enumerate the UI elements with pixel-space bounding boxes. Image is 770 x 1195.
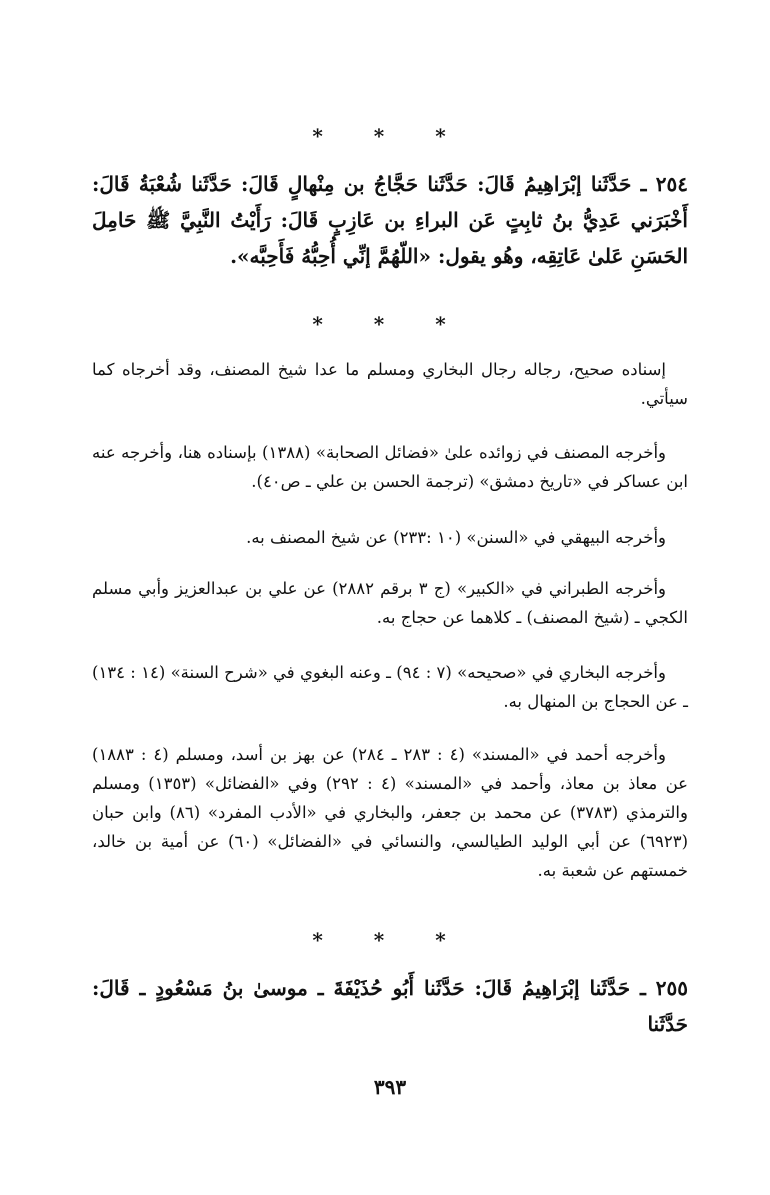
commentary-paragraph: وأخرجه الطبراني في «الكبير» (ج ٣ برقم ٢٨٨٢) عن علي بن عبدالعزيز وأبي مسلم الكجي ـ (شيخ المصنف) ـ كلاهما عن حجاج به.	[92, 579, 688, 627]
commentary-paragraph: وأخرجه البخاري في «صحيحه» (٧ : ٩٤) ـ وعنه البغوي في «شرح السنة» (١٤ : ١٣٤) ـ عن الحجاج بن المنهال به.	[92, 663, 688, 711]
section-separator: * * *	[312, 124, 468, 148]
section-separator: * * *	[312, 312, 468, 336]
hadith-255: ٢٥٥ ـ حَدَّثَنا إبْرَاهِيمُ قَالَ: حَدَّثَنا أَبُو حُذَيْفَةَ ـ موسىٰ بنُ مَسْعُودٍ ـ قَالَ: حَدَّثَنا	[92, 976, 688, 1036]
commentary-paragraph: وأخرجه المصنف في زوائده علىٰ «فضائل الصحابة» (١٣٨٨) بإسناده هنا، وأخرجه عنه ابن عساكر في «تاريخ دمشق» (ترجمة الحسن بن علي ـ ص٤٠).	[92, 443, 688, 491]
page-number: ٣٩٣	[373, 1075, 407, 1099]
book-page	[92, 0, 688, 1195]
commentary-paragraph: إسناده صحيح، رجاله رجال البخاري ومسلم ما عدا شيخ المصنف، وقد أخرجاه كما سيأتي.	[92, 360, 688, 408]
hadith-254: ٢٥٤ ـ حَدَّثَنا إبْرَاهِيمُ قَالَ: حَدَّثَنا حَجَّاجُ بن مِنْهالٍ قَالَ: حَدَّثَنا شُعْبَةُ قَالَ: أَخْبَرَني عَدِيُّ بنُ ثابِتٍ عَن البراءِ بن عَازِبٍ قَالَ: رَأَيْتُ النَّبِيَّ ﷺ حَامِلَ الحَسَنِ عَلىٰ عَاتِقِه، وهُو يقول: «اللّهُمَّ إنِّي أُحِبُّهُ فَأَحِبَّه».	[92, 172, 688, 268]
section-separator: * * *	[312, 928, 468, 952]
commentary-paragraph: وأخرجه أحمد في «المسند» (٤ : ٢٨٣ ـ ٢٨٤) عن بهز بن أسد، ومسلم (٤ : ١٨٨٣) عن معاذ بن معاذ، وأحمد في «المسند» (٤ : ٢٩٢) وفي «الفضائل» (١٣٥٣) ومسلم والترمذي (٣٧٨٣) عن محمد بن جعفر، والبخاري في «الأدب المفرد» (٨٦) وابن حبان (٦٩٢٣) عن أبي الوليد الطيالسي، والنسائي في «الفضائل» (٦٠) عن أمية بن خالد، خمستهم عن شعبة به.	[92, 745, 688, 880]
commentary-paragraph: وأخرجه البيهقي في «السنن» (١٠ :٢٣٣) عن شيخ المصنف به.	[246, 528, 666, 547]
